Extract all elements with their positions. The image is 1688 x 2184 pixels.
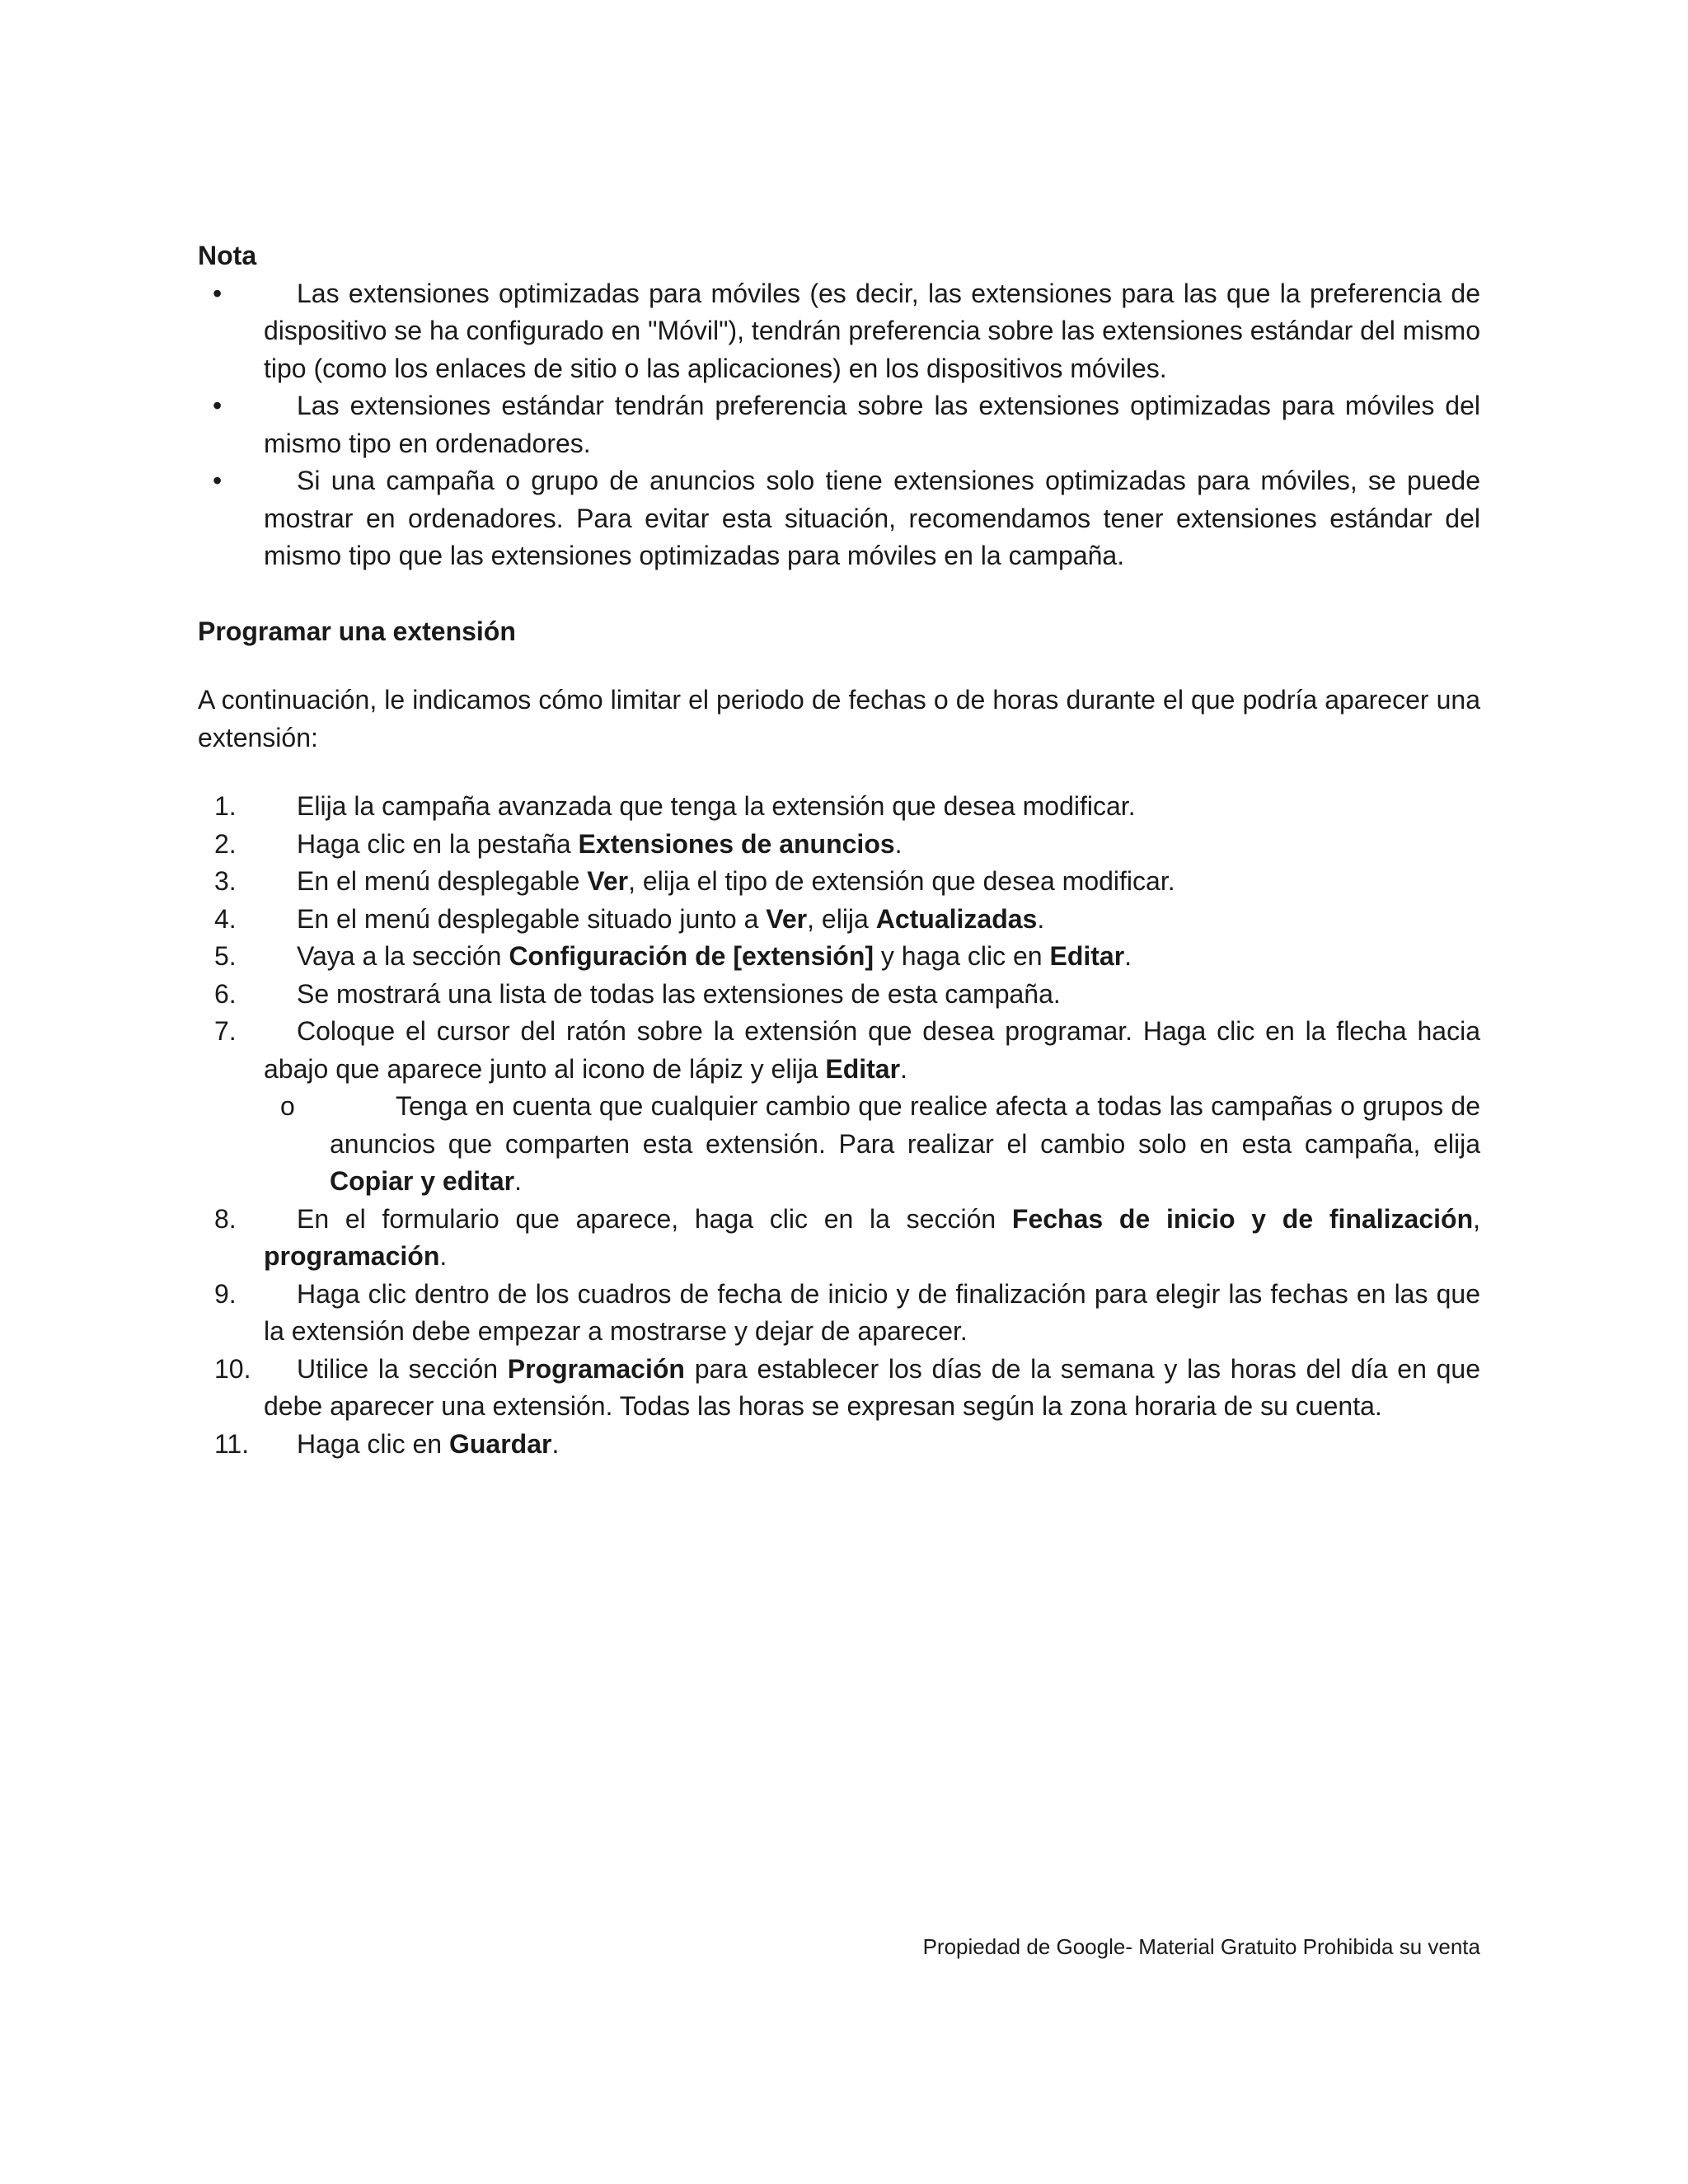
bullet-marker: • bbox=[213, 466, 223, 495]
step-number: 10. bbox=[214, 1353, 251, 1384]
step-bold: Guardar bbox=[448, 1428, 552, 1459]
step-text: En el formulario que aparece, haga clic en la sección bbox=[297, 1203, 1012, 1234]
intro-paragraph: A continuación, le indicamos cómo limitar el periodo de fechas o de horas durante el que podría aparecer una extensión: bbox=[198, 685, 1480, 752]
bullet-text: Las extensiones optimizadas para móviles (es decir, las extensiones para las que la preferencia de dispositivo se ha configurado en "Móvil"), tendrán preferencia sobre las extensiones estándar del mismo tipo (como los enlaces de sitio o las aplicaciones) en los dispositivos móviles. bbox=[264, 278, 1480, 383]
step-text: En el menú desplegable situado junto a bbox=[297, 903, 767, 934]
steps-list bbox=[198, 788, 1480, 1463]
step-number: 4. bbox=[214, 903, 237, 934]
sub-text: Tenga en cuenta que cualquier cambio que realice afecta a todas las campañas o grupos de anuncios que comparten esta extensión. Para realizar el cambio solo en esta campaña, elija bbox=[330, 1091, 1480, 1159]
bullet-text: Las extensiones estándar tendrán preferencia sobre las extensiones optimizadas para móviles del mismo tipo en ordenadores. bbox=[264, 391, 1480, 458]
step-bold: Editar bbox=[1049, 941, 1125, 971]
document-body bbox=[198, 237, 1480, 1463]
list-item bbox=[198, 976, 1480, 1014]
list-item bbox=[198, 938, 1480, 976]
list-item bbox=[198, 275, 1480, 388]
step-number: 11. bbox=[214, 1428, 250, 1459]
list-item bbox=[198, 1276, 1480, 1351]
step-bold: programación bbox=[264, 1241, 440, 1271]
footer-text: Propiedad de Google- Material Gratuito Prohibida su venta bbox=[922, 1934, 1480, 1959]
list-item bbox=[198, 1351, 1480, 1426]
step-number: 5. bbox=[214, 941, 237, 971]
step-text: En el menú desplegable bbox=[297, 866, 588, 896]
step-text: . bbox=[1037, 903, 1045, 934]
list-item bbox=[198, 788, 1480, 826]
step-number: 1. bbox=[214, 791, 237, 821]
list-item bbox=[198, 1201, 1480, 1276]
step-bold: Ver bbox=[587, 866, 629, 896]
bullet-text: Si una campaña o grupo de anuncios solo tiene extensiones optimizadas para móviles, se puede mostrar en ordenadores. Para evitar esta situación, recomendamos tener extensiones estándar del mismo tipo que las extensiones optimizadas para móviles en la campaña. bbox=[264, 466, 1480, 570]
step-bold: Configuración de [extensión] bbox=[509, 941, 874, 971]
step-text: y haga clic en bbox=[874, 941, 1050, 971]
step-number: 7. bbox=[214, 1016, 237, 1046]
step-text: Se mostrará una lista de todas las extensiones de esta campaña. bbox=[297, 978, 1061, 1009]
list-item bbox=[198, 462, 1480, 575]
step-text: , bbox=[1473, 1203, 1481, 1234]
list-item bbox=[198, 826, 1480, 864]
step-bold: Fechas de inicio y de finalización bbox=[1011, 1203, 1474, 1234]
step-number: 2. bbox=[214, 828, 237, 859]
list-item bbox=[198, 1426, 1480, 1464]
step-text: . bbox=[439, 1241, 448, 1271]
step-text: Elija la campaña avanzada que tenga la extensión que desea modificar. bbox=[297, 791, 1136, 821]
bullet-marker: • bbox=[213, 391, 223, 420]
step-text: . bbox=[894, 828, 903, 859]
step-text: para establecer los días de la semana y las horas del día en que debe aparecer una extensión. Todas las horas se expresan según la zona horaria de su cuenta. bbox=[264, 1353, 1480, 1421]
step-text: Haga clic en bbox=[297, 1428, 449, 1459]
sub-bold: Copiar y editar bbox=[330, 1166, 515, 1196]
sub-list bbox=[264, 1088, 1480, 1201]
step-text: , elija el tipo de extensión que desea modificar. bbox=[628, 866, 1175, 896]
step-text: . bbox=[900, 1053, 907, 1084]
step-text: . bbox=[1124, 941, 1132, 971]
step-text: . bbox=[551, 1428, 560, 1459]
sub-bullet-marker: o bbox=[280, 1091, 295, 1121]
list-item bbox=[198, 863, 1480, 901]
step-number: 6. bbox=[214, 978, 237, 1009]
step-bold: Programación bbox=[507, 1353, 685, 1384]
step-text: Utilice la sección bbox=[297, 1353, 508, 1384]
step-bold: Actualizadas bbox=[875, 903, 1038, 934]
list-item bbox=[264, 1088, 1480, 1201]
sub-text: . bbox=[514, 1166, 522, 1196]
step-number: 8. bbox=[214, 1203, 237, 1234]
nota-bullet-list bbox=[198, 275, 1480, 575]
step-text: Vaya a la sección bbox=[297, 941, 509, 971]
step-number: 3. bbox=[214, 866, 237, 896]
nota-heading: Nota bbox=[198, 241, 257, 270]
list-item bbox=[198, 901, 1480, 939]
list-item bbox=[198, 387, 1480, 462]
step-bold: Editar bbox=[825, 1053, 901, 1084]
step-text: Haga clic en la pestaña bbox=[297, 828, 579, 859]
step-text: Haga clic dentro de los cuadros de fecha de inicio y de finalización para elegir las fechas en las que la extensión debe empezar a mostrarse y dejar de aparecer. bbox=[264, 1278, 1480, 1346]
step-number: 9. bbox=[214, 1278, 237, 1309]
section-heading: Programar una extensión bbox=[198, 616, 516, 646]
step-text: Coloque el cursor del ratón sobre la extensión que desea programar. Haga clic en la flecha hacia abajo que aparece junto al icono de lápiz y elija bbox=[264, 1016, 1480, 1084]
step-text: , elija bbox=[807, 903, 876, 934]
step-bold: Ver bbox=[766, 903, 808, 934]
list-item bbox=[198, 1013, 1480, 1201]
step-bold: Extensiones de anuncios bbox=[578, 828, 895, 859]
bullet-marker: • bbox=[213, 278, 223, 308]
